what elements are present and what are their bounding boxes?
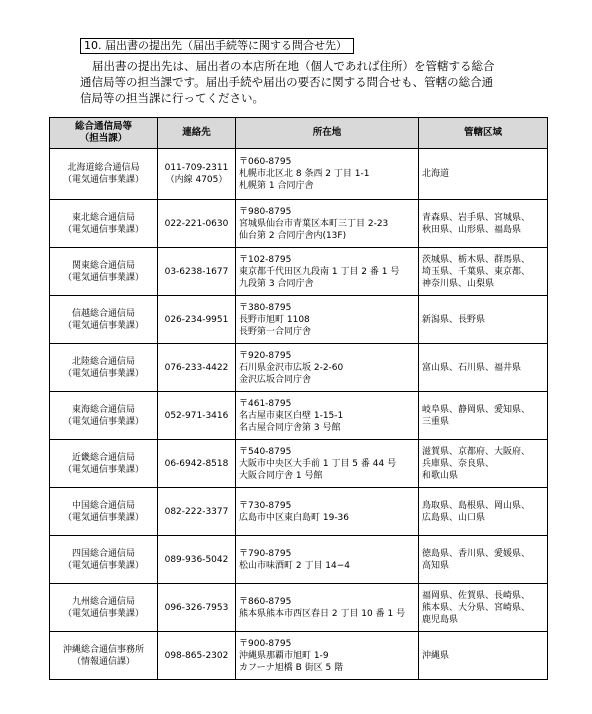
cell-line: （内線 4705）	[165, 175, 228, 185]
cell-line: （電気通信事業課）	[62, 175, 144, 185]
cell-line: 〒860-8795	[239, 596, 292, 607]
cell-bureau	[50, 632, 158, 680]
cell-line: （電気通信事業課）	[62, 368, 144, 379]
cell-line: 098-865-2302	[164, 650, 229, 661]
cell-line: 関東総合通信局	[71, 260, 135, 271]
cell-line: 秋田県、山形県、福島県	[422, 224, 522, 235]
cell-addr	[236, 149, 419, 200]
intro-line: 通信局等の担当課です。届出手続や届出の要否に関する問合せも、管轄の総合通	[80, 75, 494, 89]
cell-line: 茨城県、栃木県、群馬県、	[422, 254, 531, 265]
cell-line: 〒980-8795	[239, 206, 292, 217]
cell-line: 北海道	[422, 169, 450, 179]
header-text: （担当課）	[79, 133, 128, 144]
cell-tel	[158, 344, 236, 392]
cell-addr	[236, 344, 419, 392]
intro-line: 信局等の担当課に行ってください。	[80, 91, 264, 105]
cell-area	[419, 488, 548, 536]
section-heading: 10. 届出書の提出先（届出手続等に関する問合せ先）	[80, 38, 354, 54]
cell-line: （電気通信事業課）	[62, 560, 144, 571]
cell-tel	[158, 632, 236, 680]
cell-line: （電気通信事業課）	[62, 320, 144, 331]
cell-tel	[158, 584, 236, 632]
intro-paragraph	[80, 58, 540, 106]
cell-line: 札幌市北区北 8 条西 2 丁目 1-1	[239, 169, 370, 179]
cell-line: 広島県、山口県	[422, 512, 486, 523]
cell-line: 広島市中区東白島町 19-36	[239, 512, 350, 523]
cell-line: 神奈川県、山梨県	[422, 278, 495, 289]
cell-line: 大阪合同庁舎 1 号館	[239, 470, 323, 481]
cell-line: 052-971-3416	[164, 410, 229, 421]
cell-line: 03-6238-1677	[164, 266, 229, 277]
cell-line: 東海総合通信局	[71, 404, 135, 415]
table-row	[50, 536, 548, 584]
cell-line: （電気通信事業課）	[62, 224, 144, 235]
cell-line: 大阪市中央区大手前 1 丁目 5 番 44 号	[239, 458, 397, 469]
cell-line: 長野第一合同庁舎	[239, 326, 312, 337]
cell-addr	[236, 488, 419, 536]
cell-line: 〒380-8795	[239, 302, 292, 313]
cell-line: 長野市旭町 1108	[239, 314, 310, 325]
table-row	[50, 248, 548, 296]
table-row	[50, 440, 548, 488]
cell-line: 〒730-8795	[239, 500, 292, 511]
cell-line: 熊本県熊本市西区春日 2 丁目 10 番 1 号	[239, 608, 406, 619]
cell-line: 金沢広坂合同庁舎	[239, 374, 312, 385]
cell-tel	[158, 149, 236, 200]
cell-line: 沖縄県那覇市旭町 1-9	[239, 650, 329, 661]
cell-line: 096-326-7953	[164, 602, 229, 613]
cell-line: 東北総合通信局	[71, 212, 135, 223]
cell-bureau	[50, 200, 158, 248]
cell-line: 東京都千代田区九段南 1 丁目 2 番 1 号	[239, 266, 400, 277]
cell-line: 熊本県、大分県、宮崎県、	[422, 602, 531, 613]
cell-line: 名古屋市東区白壁 1-15-1	[239, 410, 344, 421]
cell-line: 福岡県、佐賀県、長崎県、	[422, 590, 531, 601]
cell-line: 鹿児島県	[422, 614, 459, 625]
cell-line: 沖縄県	[422, 650, 450, 661]
cell-line: カフーナ旭橋 B 街区 5 階	[239, 662, 344, 673]
cell-line: 徳島県、香川県、愛媛県、	[422, 548, 531, 559]
cell-bureau	[50, 149, 158, 200]
cell-line: 新潟県、長野県	[422, 314, 486, 325]
cell-line: 三重県	[422, 416, 450, 427]
table-row	[50, 584, 548, 632]
cell-line: 06-6942-8518	[164, 458, 229, 469]
cell-addr	[236, 584, 419, 632]
submission-office-table	[49, 117, 548, 680]
cell-line: 四国総合通信局	[71, 548, 135, 559]
cell-line: 石川県金沢市広坂 2-2-60	[239, 362, 344, 373]
cell-tel	[158, 440, 236, 488]
cell-line: 〒900-8795	[239, 638, 292, 649]
cell-line: 岐阜県、静岡県、愛知県、	[422, 404, 531, 415]
cell-area	[419, 632, 548, 680]
cell-addr	[236, 296, 419, 344]
table-row	[50, 632, 548, 680]
cell-bureau	[50, 296, 158, 344]
cell-line: 近畿総合通信局	[71, 452, 135, 463]
header-jurisdiction: 管轄区域	[419, 118, 548, 149]
cell-tel	[158, 296, 236, 344]
cell-line: 鳥取県、島根県、岡山県、	[422, 500, 531, 511]
cell-bureau	[50, 584, 158, 632]
cell-line: 沖縄総合通信事務所	[62, 644, 144, 655]
cell-line: 九段第 3 合同庁舎	[239, 278, 314, 289]
cell-area	[419, 149, 548, 200]
cell-bureau	[50, 344, 158, 392]
cell-line: 兵庫県、奈良県、	[422, 458, 495, 469]
table-row	[50, 200, 548, 248]
cell-line: 011-709-2311	[164, 163, 229, 173]
cell-line: 宮城県仙台市青葉区本町三丁目 2-23	[239, 218, 389, 229]
cell-line: 松山市味酒町 2 丁目 14−4	[239, 560, 351, 571]
cell-line: 和歌山県	[422, 470, 459, 481]
table-row	[50, 488, 548, 536]
cell-tel	[158, 536, 236, 584]
cell-tel	[158, 200, 236, 248]
cell-line: 089-936-5042	[164, 554, 229, 565]
cell-line: 埼玉県、千葉県、東京都、	[422, 266, 531, 277]
cell-area	[419, 344, 548, 392]
cell-area	[419, 296, 548, 344]
cell-addr	[236, 200, 419, 248]
cell-line: 076-233-4422	[164, 362, 229, 373]
cell-area	[419, 248, 548, 296]
cell-area	[419, 440, 548, 488]
cell-addr	[236, 440, 419, 488]
cell-line: （電気通信事業課）	[62, 464, 144, 475]
cell-bureau	[50, 392, 158, 440]
cell-line: 〒060-8795	[239, 157, 292, 167]
cell-line: 022-221-0630	[164, 218, 229, 229]
cell-line: 中国総合通信局	[71, 500, 135, 511]
cell-line: 〒461-8795	[239, 398, 292, 409]
cell-line: 〒790-8795	[239, 548, 292, 559]
cell-line: （電気通信事業課）	[62, 272, 144, 283]
table-row	[50, 296, 548, 344]
cell-line: 026-234-9951	[164, 314, 229, 325]
cell-line: 〒102-8795	[239, 254, 292, 265]
header-text: 総合通信局等	[74, 121, 132, 132]
cell-line: 滋賀県、京都府、大阪府、	[422, 446, 531, 457]
cell-line: 北陸総合通信局	[71, 356, 135, 367]
cell-tel	[158, 488, 236, 536]
cell-line: 082-222-3377	[164, 506, 229, 517]
cell-tel	[158, 392, 236, 440]
cell-addr	[236, 248, 419, 296]
cell-bureau	[50, 488, 158, 536]
cell-line: 高知県	[422, 560, 450, 571]
table-header-row	[50, 118, 548, 149]
cell-area	[419, 536, 548, 584]
table-row	[50, 149, 548, 200]
header-address: 所在地	[236, 118, 419, 149]
cell-area	[419, 392, 548, 440]
cell-line: 札幌第 1 合同庁舎	[239, 181, 314, 191]
cell-addr	[236, 632, 419, 680]
header-contact: 連絡先	[158, 118, 236, 149]
table-row	[50, 392, 548, 440]
cell-line: 信越総合通信局	[71, 308, 135, 319]
cell-bureau	[50, 248, 158, 296]
cell-area	[419, 584, 548, 632]
intro-line: 届出書の提出先は、届出者の本店所在地（個人であれば住所）を管轄する総合	[92, 59, 495, 73]
cell-line: （電気通信事業課）	[62, 608, 144, 619]
cell-bureau	[50, 440, 158, 488]
cell-line: （電気通信事業課）	[62, 512, 144, 523]
cell-line: 富山県、石川県、福井県	[422, 362, 522, 373]
cell-tel	[158, 248, 236, 296]
cell-line: 青森県、岩手県、宮城県、	[422, 212, 531, 223]
cell-area	[419, 200, 548, 248]
cell-bureau	[50, 536, 158, 584]
cell-line: 名古屋合同庁舎第 3 号館	[239, 422, 341, 433]
cell-addr	[236, 536, 419, 584]
header-bureau	[50, 118, 158, 149]
cell-line: 九州総合通信局	[71, 596, 135, 607]
cell-line: 〒540-8795	[239, 446, 292, 457]
cell-line: （電気通信事業課）	[62, 416, 144, 427]
table-row	[50, 344, 548, 392]
cell-line: 北海道総合通信局	[67, 163, 140, 173]
cell-line: 仙台第 2 合同庁舎内(13F)	[239, 230, 347, 241]
cell-addr	[236, 392, 419, 440]
cell-line: （情報通信課）	[71, 656, 135, 667]
cell-line: 〒920-8795	[239, 350, 292, 361]
